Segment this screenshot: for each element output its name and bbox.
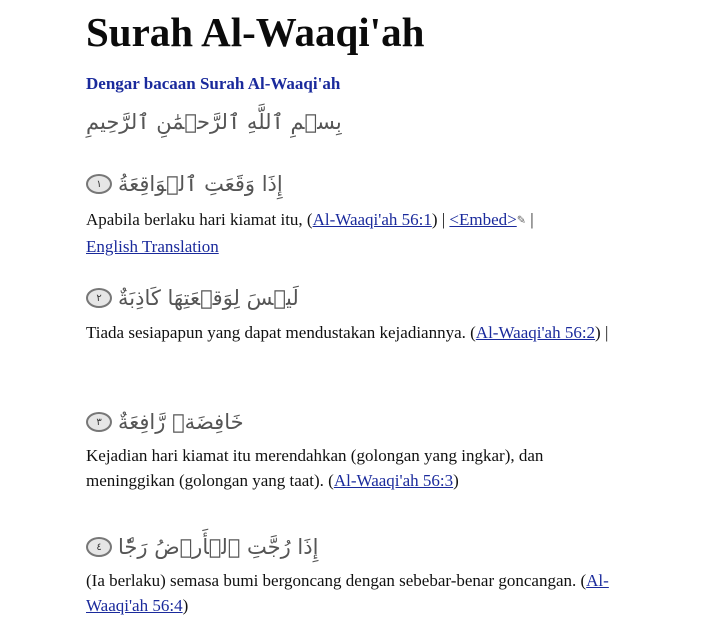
ayah-number-icon: ١: [86, 174, 112, 194]
verse-ref-link[interactable]: Al-Waaqi'ah 56:2: [475, 323, 596, 342]
verse-1-translation: [86, 207, 631, 259]
verse-ref-link[interactable]: Al-Waaqi'ah 56:1: [312, 210, 432, 229]
ayah-number-icon: ٣: [86, 412, 112, 432]
basmala: [86, 110, 342, 134]
verse-ref-link[interactable]: Al-Waaqi'ah 56:3: [333, 471, 454, 490]
translation-text: (Ia berlaku) semasa bumi bergoncang dengan sebebar-benar goncangan. (: [86, 571, 587, 590]
ref-close: ) |: [431, 210, 446, 229]
embed-link[interactable]: <Embed>: [449, 210, 517, 229]
verse-arabic-text: خَافِضَةٞ رَّافِعَةٌ: [118, 410, 244, 434]
verse-arabic-text: إِذَا وَقَعَتِ ٱلۡوَاقِعَةُ: [118, 172, 283, 196]
verse-3-arabic: [86, 410, 244, 434]
verse-2-translation: [86, 320, 631, 345]
listen-link[interactable]: Dengar bacaan Surah Al-Waaqi'ah: [86, 74, 341, 93]
ayah-number-icon: ٤: [86, 537, 112, 557]
ref-close: ) |: [595, 323, 609, 342]
translation-text: Apabila berlaku hari kiamat itu, (: [86, 210, 313, 229]
ref-close: ): [182, 596, 189, 615]
embed-icon: ✎: [516, 214, 526, 227]
basmala-text: بِسۡمِ ٱللَّهِ ٱلرَّحۡمَٰنِ ٱلرَّحِيمِ: [86, 110, 342, 134]
verse-4-translation: [86, 568, 631, 618]
verse-3-translation: [86, 443, 631, 493]
english-translation-link[interactable]: English Translation: [86, 236, 219, 256]
verse-ref-link[interactable]: Al-Waaqi'ah 56:4: [86, 571, 609, 615]
translation-text: Tiada sesiapapun yang dapat mendustakan kejadiannya. (: [86, 323, 476, 342]
ayah-number-icon: ٢: [86, 288, 112, 308]
translation-text: Kejadian hari kiamat itu merendahkan (golongan yang ingkar), dan meninggikan (golongan yang taat). (: [86, 446, 544, 490]
verse-2-arabic: [86, 286, 299, 310]
verse-arabic-text: إِذَا رُجَّتِ ٱلۡأَرۡضُ رَجّٗا: [118, 535, 319, 559]
verse-arabic-text: لَيۡسَ لِوَقۡعَتِهَا كَاذِبَةٌ: [118, 286, 299, 310]
verse-1-arabic: [86, 172, 283, 196]
page-title: Surah Al-Waaqi'ah: [86, 9, 425, 55]
verse-4-arabic: [86, 535, 318, 559]
ref-close: ): [453, 471, 459, 490]
separator: |: [530, 210, 534, 229]
